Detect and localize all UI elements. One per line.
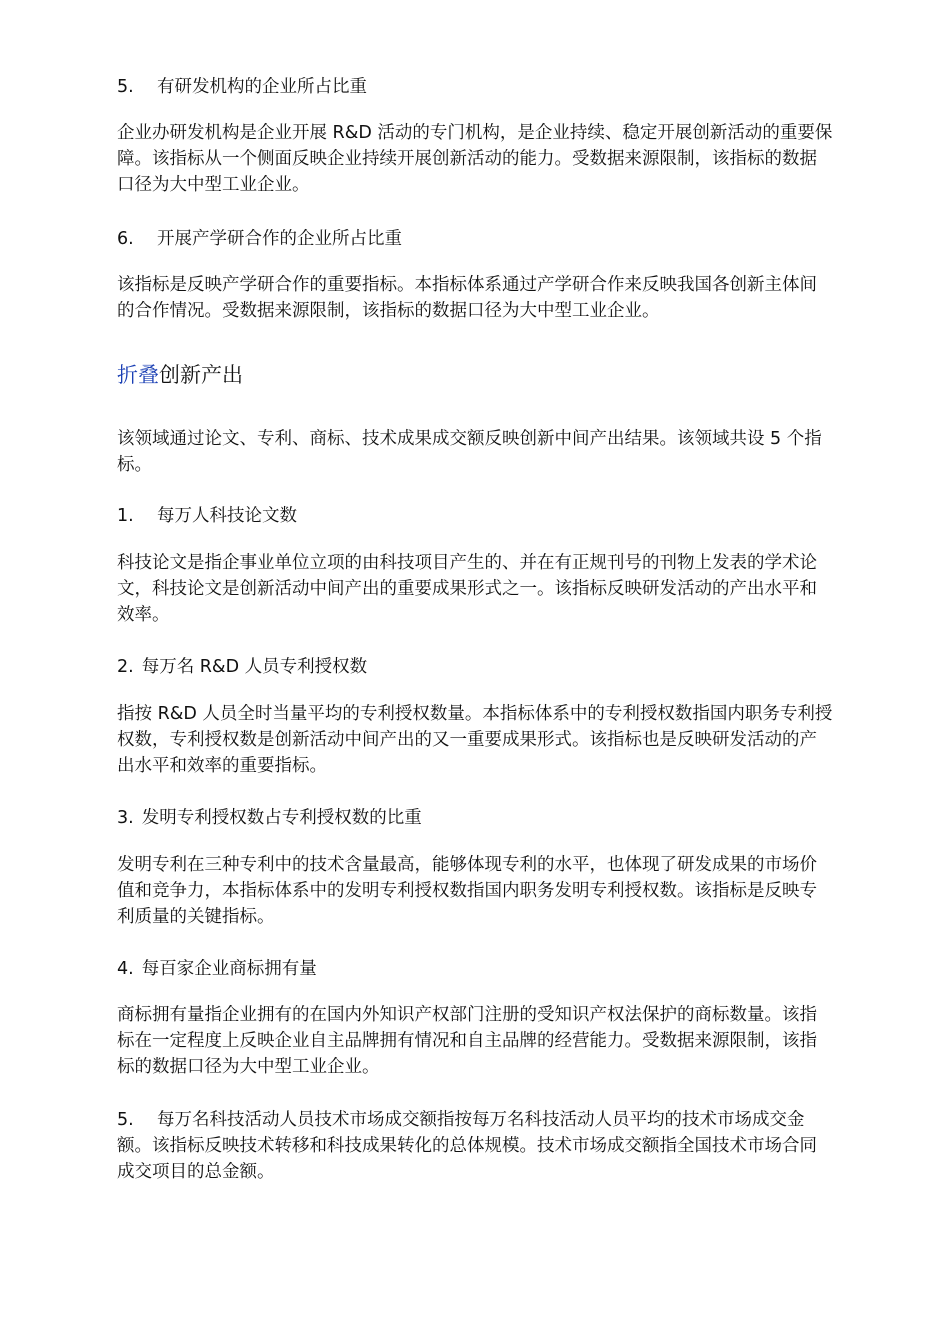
section-heading [117,360,833,390]
item-heading [117,226,833,252]
item-number: 5. [117,77,134,97]
fold-link[interactable]: 折叠 [117,363,159,387]
section-intro: 该领域通过论文、专利、商标、技术成果成交额反映创新中间产出结果。该领域共设 5 个指标。 [117,429,822,475]
item-title: 每万名 R&D 人员专利授权数 [141,657,368,677]
item-paragraph [117,1107,833,1185]
item-title: 每万名科技活动人员技术市场成交额指按每万名科技活动人员平均的技术市场成交金额。该指标反映技术转移和科技成果转化的总体规模。技术市场成交额指全国技术市场合同成交项目的总金额。 [117,1110,817,1182]
item-paragraph: 企业办研发机构是企业开展 R&D 活动的专门机构，是企业持续、稳定开展创新活动的重要保障。该指标从一个侧面反映企业持续开展创新活动的能力。受数据来源限制，该指标的数据口径为大中型工业企业。 [117,123,833,195]
item-paragraph: 该指标是反映产学研合作的重要指标。本指标体系通过产学研合作来反映我国各创新主体间的合作情况。受数据来源限制，该指标的数据口径为大中型工业企业。 [117,275,817,321]
item-paragraph: 指按 R&D 人员全时当量平均的专利授权数量。本指标体系中的专利授权数指国内职务专利授权数，专利授权数是创新活动中间产出的又一重要成果形式。该指标也是反映研发活动的产出水平和效率的重要指标。 [117,704,833,776]
item-heading [117,956,833,982]
item-number: 1. [117,506,134,526]
item-title: 每百家企业商标拥有量 [141,959,317,979]
item-title: 有研发机构的企业所占比重 [157,77,367,97]
item-heading [117,503,833,529]
item-title: 每万人科技论文数 [157,506,297,526]
item-title: 发明专利授权数占专利授权数的比重 [141,808,422,828]
item-paragraph: 商标拥有量指企业拥有的在国内外知识产权部门注册的受知识产权法保护的商标数量。该指标在一定程度上反映企业自主品牌拥有情况和自主品牌的经营能力。受数据来源限制，该指标的数据口径为大中型工业企业。 [117,1005,817,1077]
item-number: 3. [117,808,134,828]
item-number: 2. [117,657,134,677]
item-paragraph: 发明专利在三种专利中的技术含量最高，能够体现专利的水平，也体现了研发成果的市场价值和竞争力，本指标体系中的发明专利授权数指国内职务发明专利授权数。该指标是反映专利质量的关键指标。 [117,855,817,927]
item-paragraph: 科技论文是指企事业单位立项的由科技项目产生的、并在有正规刊号的刊物上发表的学术论文，科技论文是创新活动中间产出的重要成果形式之一。该指标反映研发活动的产出水平和效率。 [117,553,817,625]
item-heading [117,805,833,831]
item-number: 6. [117,229,134,249]
item-heading [117,654,833,680]
item-number: 5. [117,1110,134,1130]
item-title: 开展产学研合作的企业所占比重 [157,229,402,249]
item-heading [117,74,833,100]
section-title: 创新产出 [159,363,243,387]
item-number: 4. [117,959,134,979]
